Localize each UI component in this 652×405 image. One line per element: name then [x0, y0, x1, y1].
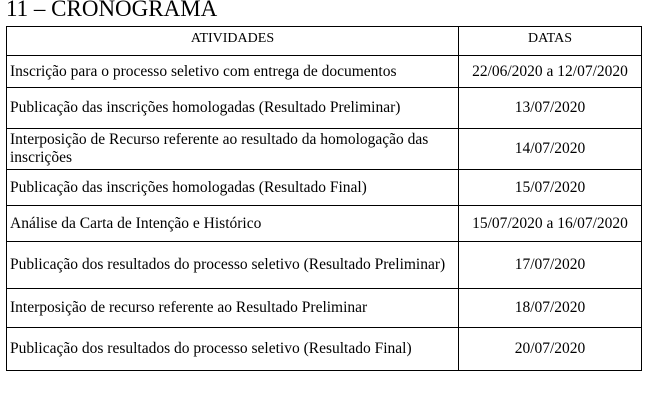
table-row — [7, 206, 642, 242]
date-cell: 18/07/2020 — [459, 289, 642, 328]
date-cell: 15/07/2020 — [459, 170, 642, 206]
date-cell: 14/07/2020 — [459, 129, 642, 170]
activity-cell: Publicação das inscrições homologadas (Resultado Final) — [7, 170, 459, 206]
activity-cell: Interposição de Recurso referente ao resultado da homologação das inscrições — [7, 129, 459, 170]
table-header-row — [7, 27, 642, 56]
table-row — [7, 88, 642, 129]
activity-cell: Inscrição para o processo seletivo com entrega de documentos — [7, 56, 459, 88]
activity-cell: Publicação das inscrições homologadas (Resultado Preliminar) — [7, 88, 459, 129]
date-cell: 13/07/2020 — [459, 88, 642, 129]
table-row — [7, 328, 642, 371]
activity-cell: Publicação dos resultados do processo seletivo (Resultado Preliminar) — [7, 242, 459, 289]
date-cell: 15/07/2020 a 16/07/2020 — [459, 206, 642, 242]
activity-cell: Interposição de recurso referente ao Resultado Preliminar — [7, 289, 459, 328]
table-row — [7, 56, 642, 88]
table-row — [7, 129, 642, 170]
date-cell: 20/07/2020 — [459, 328, 642, 371]
table-row — [7, 242, 642, 289]
table-row — [7, 170, 642, 206]
header-activities: ATIVIDADES — [7, 27, 459, 56]
table-row — [7, 289, 642, 328]
date-cell: 17/07/2020 — [459, 242, 642, 289]
section-title: 11 – CRONOGRAMA — [6, 0, 218, 21]
activity-cell: Publicação dos resultados do processo seletivo (Resultado Final) — [7, 328, 459, 371]
schedule-table — [6, 26, 642, 371]
header-dates: DATAS — [459, 27, 642, 56]
activity-cell: Análise da Carta de Intenção e Histórico — [7, 206, 459, 242]
date-cell: 22/06/2020 a 12/07/2020 — [459, 56, 642, 88]
